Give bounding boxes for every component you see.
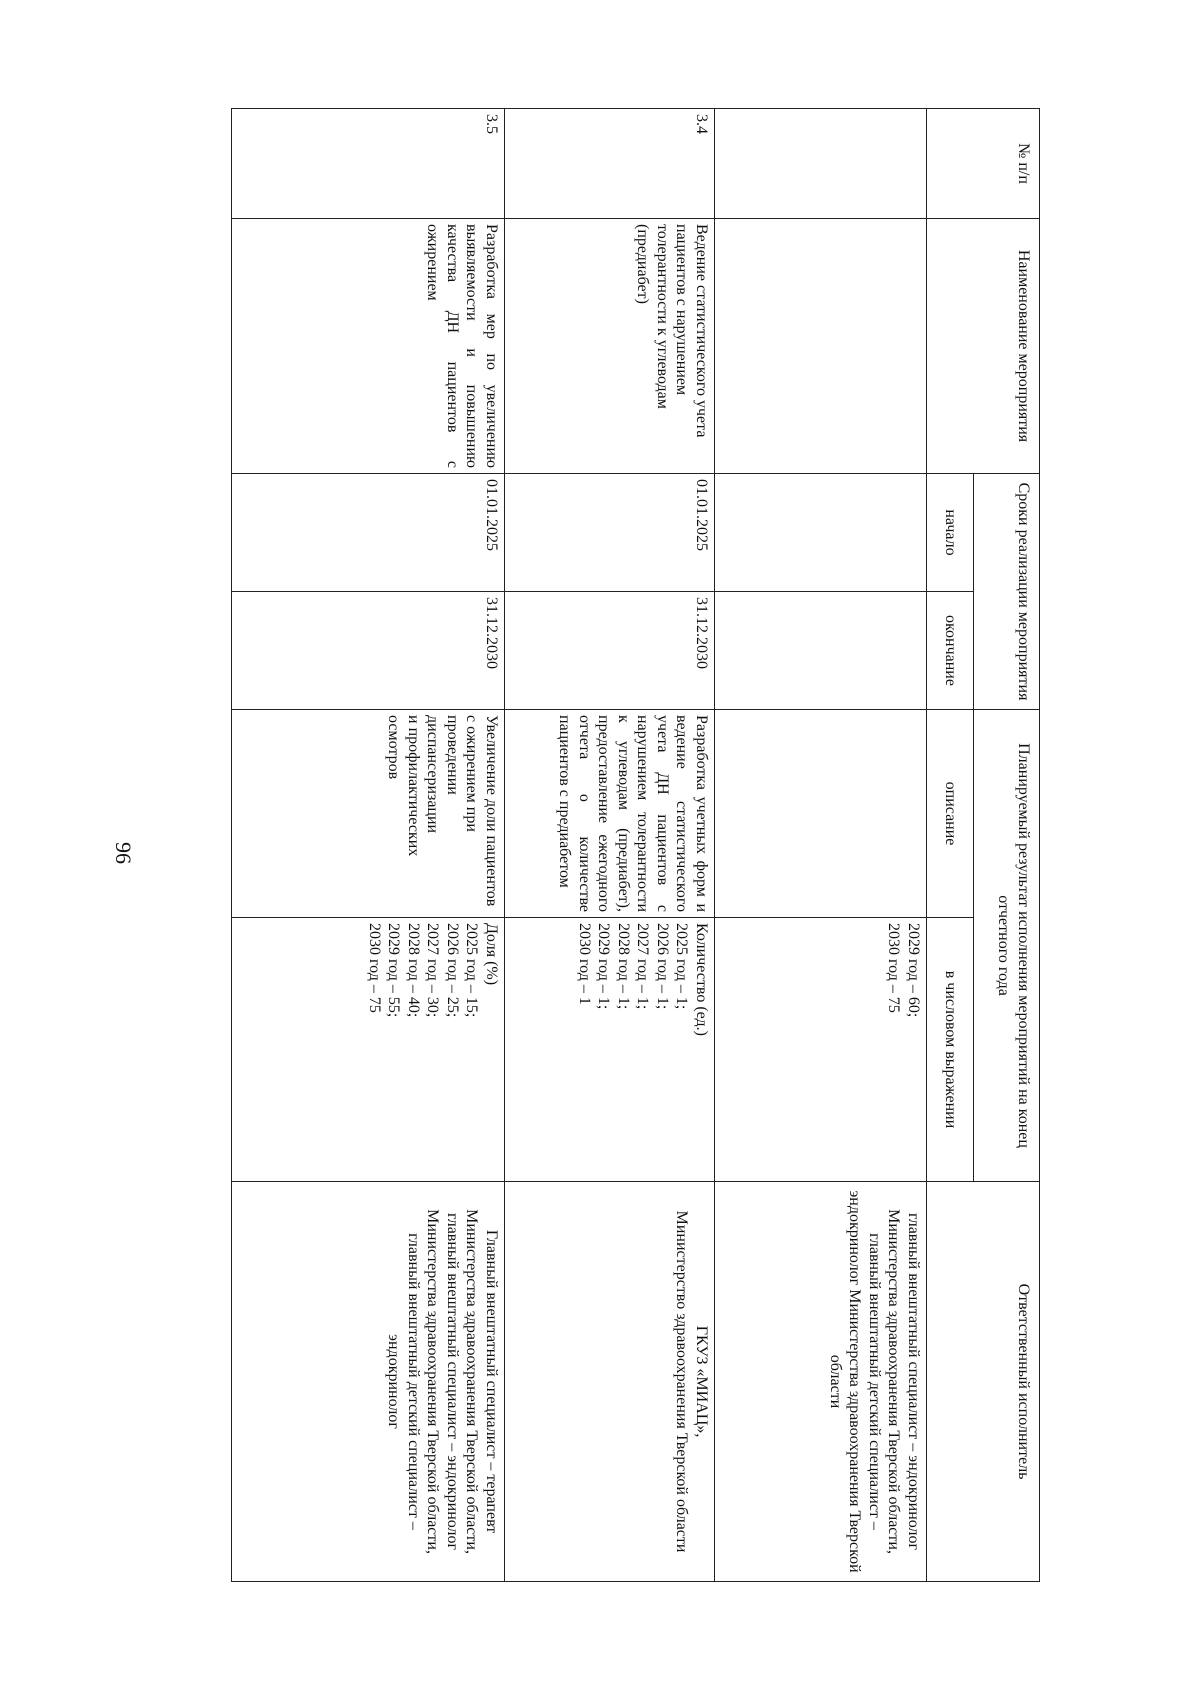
cell-num: 3.5 xyxy=(232,109,505,219)
header-timing: Сроки реализации мероприятия xyxy=(974,474,1040,710)
table-row xyxy=(715,109,927,1582)
cell-num: 3.4 xyxy=(505,109,715,219)
responsible-line: главный внештатный детский специалист – эндокринолог xyxy=(385,1233,422,1530)
numeric-line: 2027 год – 30; xyxy=(424,923,442,1018)
header-name: Наименование мероприятия xyxy=(927,219,1040,474)
numeric-line: 2030 год – 75 xyxy=(365,923,383,1013)
cell-responsible xyxy=(715,1182,927,1582)
cell-start: 01.01.2025 xyxy=(232,474,505,592)
description-line: и профилактических осмотров xyxy=(385,715,422,857)
numeric-line: 2029 год – 60; xyxy=(905,923,922,1018)
numeric-line: 2029 год – 55; xyxy=(385,923,403,1018)
rotated-table-container xyxy=(167,108,1040,1581)
responsible-line: Главный внештатный специалист – терапевт Министерства здравоохранения Тверской области, xyxy=(463,1209,500,1554)
responsible-line: главный внештатный специалист – эндокринолог Министерства здравоохранения Тверской области, xyxy=(885,1209,922,1554)
cell-description xyxy=(715,710,927,918)
responsible-line: Министерство здравоохранения Тверской области xyxy=(673,1210,691,1553)
cell-num xyxy=(715,109,927,219)
header-num: № п/п xyxy=(927,109,1040,219)
cell-numeric xyxy=(232,918,505,1182)
header-numeric: в числовом выражении xyxy=(927,918,974,1182)
numeric-line: 2026 год – 25; xyxy=(443,923,461,1018)
numeric-line: Доля (%) xyxy=(483,923,500,986)
responsible-line: ГКУЗ «МИАЦ», xyxy=(693,1325,710,1438)
page-number: 96 xyxy=(111,842,136,864)
header-start: начало xyxy=(927,474,974,592)
responsible-line: главный внештатный специалист – эндокринолог Министерства здравоохранения Тверской области, xyxy=(424,1209,461,1554)
numeric-line: 2028 год – 1; xyxy=(614,923,632,1010)
description-line: Увеличение доли пациентов с ожирением при проведении диспансеризации xyxy=(424,715,500,907)
cell-name xyxy=(715,219,927,474)
numeric-line: 2026 год – 1; xyxy=(653,923,671,1010)
cell-responsible xyxy=(232,1182,505,1582)
numeric-line: 2030 год – 75 xyxy=(885,923,903,1013)
numeric-line: 2028 год – 40; xyxy=(404,923,422,1018)
responsible-line: главный внештатный детский специалист – эндокринолог Министерства здравоохранения Тверской области xyxy=(826,1190,883,1573)
table-row xyxy=(505,109,715,1582)
cell-end: 31.12.2030 xyxy=(232,592,505,710)
cell-numeric xyxy=(505,918,715,1182)
numeric-line: Количество (ед.) xyxy=(693,923,710,1036)
cell-end: 31.12.2030 xyxy=(505,592,715,710)
activities-table xyxy=(231,108,1040,1582)
numeric-line: 2030 год – 1 xyxy=(575,923,593,1005)
cell-numeric xyxy=(715,918,927,1182)
cell-name: Разработка мер по увеличению выявляемости и повышению качества ДН пациентов с ожирением xyxy=(232,219,505,474)
numeric-line: 2025 год – 1; xyxy=(673,923,691,1010)
header-description: описание xyxy=(927,710,974,918)
numeric-line: 2029 год – 1; xyxy=(595,923,613,1010)
cell-end xyxy=(715,592,927,710)
header-end: окончание xyxy=(927,592,974,710)
table-row xyxy=(232,109,505,1582)
cell-start xyxy=(715,474,927,592)
numeric-line: 2027 год – 1; xyxy=(634,923,652,1010)
numeric-line: 2025 год – 15; xyxy=(463,923,481,1018)
cell-start: 01.01.2025 xyxy=(505,474,715,592)
cell-description xyxy=(232,710,505,918)
header-row-1 xyxy=(974,109,1040,1582)
cell-name: Ведение статистического учета пациентов с нарушением толерантности к углеводам (предиабет) xyxy=(505,219,715,474)
cell-responsible xyxy=(505,1182,715,1582)
header-responsible: Ответственный исполнитель xyxy=(927,1182,1040,1582)
cell-description: Разработка учетных форм и ведение статистического учета ДН пациентов с нарушением толерантности к углеводам (предиабет), предоставление ежегодного отчета о количестве пациентов с предиабетом xyxy=(505,710,715,918)
header-result: Планируемый результат исполнения мероприятий на конец отчетного года xyxy=(974,710,1040,1182)
